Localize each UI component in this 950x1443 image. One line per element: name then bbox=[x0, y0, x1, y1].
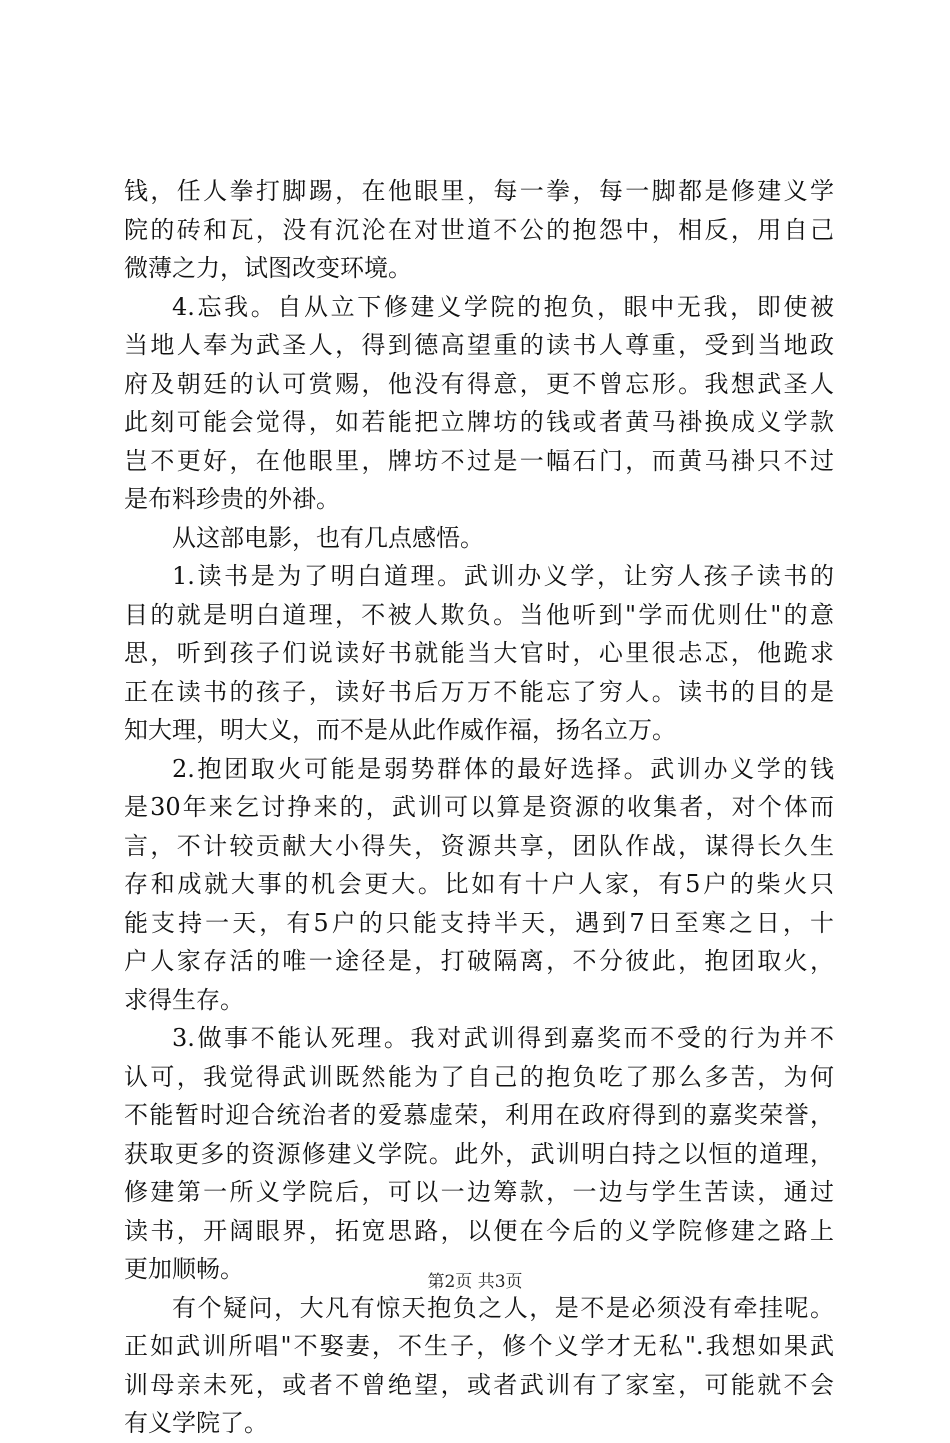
text-line: 从这部电影，也有几点感悟。 bbox=[172, 523, 484, 552]
text-line: 思，听到孩子们说读好书就能当大官时，心里很忐忑，他跪求 bbox=[124, 639, 834, 667]
text-line: 目的就是明白道理，不被人欺负。当他听到"学而优则仕"的意 bbox=[124, 600, 834, 629]
text-line: 2.抱团取火可能是弱势群体的最好选择。武训办义学的钱 bbox=[172, 754, 834, 783]
text-line: 知大理，明大义，而不是从此作威作福，扬名立万。 bbox=[124, 716, 676, 744]
text-line: 认可，我觉得武训既然能为了自己的抱负吃了那么多苦，为何 bbox=[124, 1062, 834, 1091]
text-line: 府及朝廷的认可赏赐，他没有得意，更不曾忘形。我想武圣人 bbox=[124, 369, 834, 398]
text-line: 此刻可能会觉得，如若能把立牌坊的钱或者黄马褂换成义学款 bbox=[124, 408, 834, 436]
text-line: 正如武训所唱"不娶妻，不生子，修个义学才无私".我想如果武 bbox=[124, 1332, 834, 1360]
text-line: 当地人奉为武圣人，得到德高望重的读书人尊重，受到当地政 bbox=[124, 331, 834, 359]
text-line: 存和成就大事的机会更大。比如有十户人家，有5户的柴火只 bbox=[124, 870, 834, 898]
text-line: 求得生存。 bbox=[124, 985, 244, 1014]
text-line: 获取更多的资源修建义学院。此外，武训明白持之以恒的道理， bbox=[124, 1139, 834, 1168]
text-line: 言，不计较贡献大小得失，资源共享，团队作战，谋得长久生 bbox=[124, 831, 834, 860]
text-line: 钱，任人拳打脚踢，在他眼里，每一拳，每一脚都是修建义学 bbox=[124, 177, 834, 205]
text-line: 能支持一天，有5户的只能支持半天，遇到7日至寒之日，十 bbox=[124, 908, 834, 937]
text-line: 正在读书的孩子，读好书后万万不能忘了穷人。读书的目的是 bbox=[124, 677, 834, 706]
body-text bbox=[124, 172, 834, 1443]
text-line: 4.忘我。自从立下修建义学院的抱负，眼中无我，即使被 bbox=[172, 292, 834, 321]
text-line: 修建第一所义学院后，可以一边筹款，一边与学生苦读，通过 bbox=[124, 1178, 834, 1206]
text-line: 3.做事不能认死理。我对武训得到嘉奖而不受的行为并不 bbox=[172, 1024, 834, 1052]
text-line: 微薄之力，试图改变环境。 bbox=[124, 254, 412, 282]
text-line: 有个疑问，大凡有惊天抱负之人，是不是必须没有牵挂呢。 bbox=[172, 1293, 834, 1322]
text-line: 岂不更好，在他眼里，牌坊不过是一幅石门，而黄马褂只不过 bbox=[124, 446, 834, 475]
text-line: 是布料珍贵的外褂。 bbox=[124, 485, 340, 513]
page-footer: 第2页 共3页 bbox=[427, 1272, 523, 1292]
text-line: 1.读书是为了明白道理。武训办义学，让穷人孩子读书的 bbox=[172, 562, 834, 590]
text-line: 院的砖和瓦，没有沉沦在对世道不公的抱怨中，相反，用自己 bbox=[124, 215, 834, 244]
text-line: 更加顺畅。 bbox=[124, 1255, 244, 1283]
text-line: 训母亲未死，或者不曾绝望，或者武训有了家室，可能就不会 bbox=[124, 1370, 834, 1399]
text-line: 户人家存活的唯一途径是，打破隔离，不分彼此，抱团取火， bbox=[124, 947, 834, 975]
text-line: 不能暂时迎合统治者的爱慕虚荣，利用在政府得到的嘉奖荣誉， bbox=[124, 1101, 834, 1129]
text-line: 读书，开阔眼界，拓宽思路，以便在今后的义学院修建之路上 bbox=[124, 1216, 834, 1245]
text-line: 是30年来乞讨挣来的，武训可以算是资源的收集者，对个体而 bbox=[124, 793, 834, 821]
text-line: 有义学院了。 bbox=[124, 1409, 268, 1437]
